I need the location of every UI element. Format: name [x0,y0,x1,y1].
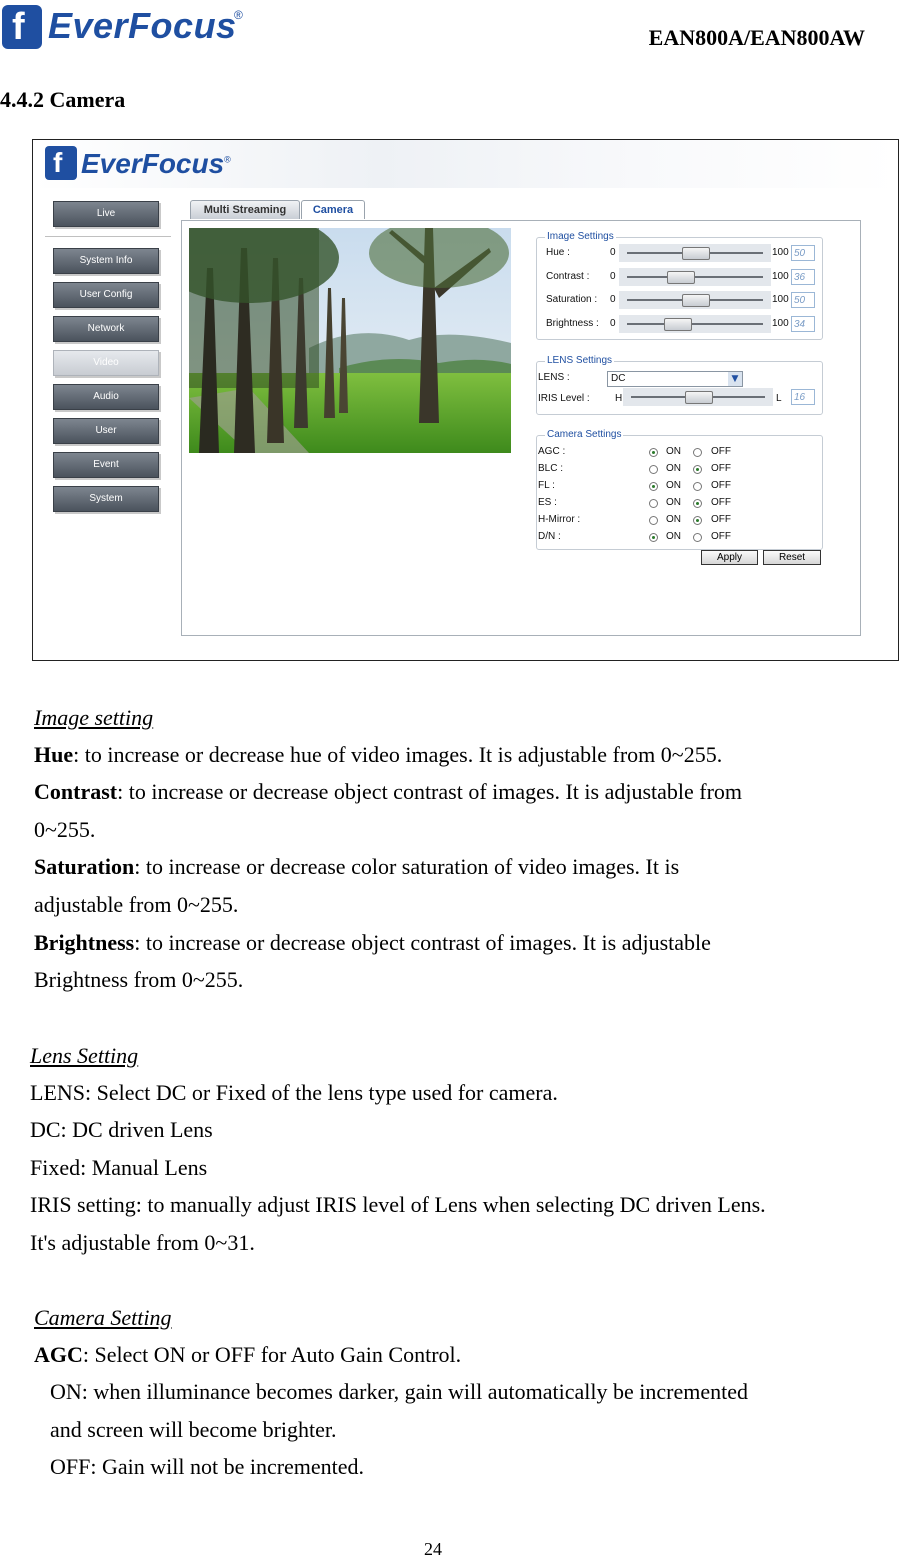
radio-off[interactable] [693,465,702,474]
slider-min-label: 0 [610,270,616,282]
radio-off-label: OFF [711,514,731,525]
iris-h-label: H [615,393,623,404]
image-setting-value-input[interactable]: 50 [791,292,815,308]
iris-range-line: It's adjustable from 0~31. [30,1230,255,1255]
image-setting-label: Hue : [546,247,570,258]
image-setting-value-input[interactable]: 50 [791,245,815,261]
radio-off[interactable] [693,533,702,542]
radio-on-label: ON [666,463,681,474]
saturation-description-cont: adjustable from 0~255. [34,892,239,917]
iris-level-slider[interactable] [623,388,773,406]
screenshot-logo-text: EverFocus® [81,148,231,179]
live-video-preview [189,228,511,453]
radio-off-label: OFF [711,446,731,457]
radio-on[interactable] [649,465,658,474]
camera-setting-label: AGC : [538,446,566,457]
radio-off-label: OFF [711,463,731,474]
agc-description: AGC: Select ON or OFF for Auto Gain Control. [34,1342,462,1367]
slider-thumb[interactable] [682,294,710,307]
radio-on-label: ON [666,497,681,508]
slider-thumb[interactable] [682,247,710,260]
chevron-down-icon[interactable]: ▼ [728,372,742,386]
lens-settings-title: LENS Settings [547,355,613,366]
contrast-description-cont: 0~255. [34,817,96,842]
radio-off[interactable] [693,516,702,525]
hue-description: Hue: to increase or decrease hue of video images. It is adjustable from 0~255. [34,742,723,767]
iris-l-label: L [776,393,782,404]
slider-thumb[interactable] [664,318,692,331]
camera-setting-heading: Camera Setting [34,1305,172,1330]
slider-max-label: 100 [772,247,789,258]
saturation-description: Saturation: to increase or decrease color saturation of video images. It is [34,854,680,879]
lens-dc-line: DC: DC driven Lens [30,1117,213,1142]
image-setting-value-input[interactable]: 34 [791,316,815,332]
radio-off-label: OFF [711,531,731,542]
park-scene-image [189,228,511,453]
image-setting-label: Saturation : [546,294,598,305]
tab-multi-streaming[interactable]: Multi Streaming [190,200,300,219]
nav-audio-button[interactable]: Audio [53,384,159,410]
model-title: EAN800A/EAN800AW [648,25,865,50]
slider-thumb[interactable] [667,271,695,284]
apply-button[interactable]: Apply [701,550,758,565]
image-setting-slider[interactable] [619,268,771,286]
agc-on-line-cont: and screen will become brighter. [50,1417,337,1442]
slider-min-label: 0 [610,294,616,305]
nav-user-config-button[interactable]: User Config [53,282,159,308]
radio-on-label: ON [666,480,681,491]
image-setting-slider[interactable] [619,315,771,333]
camera-setting-label: FL : [538,480,555,491]
agc-on-line: ON: when illuminance becomes darker, gain will automatically be incremented [50,1379,748,1404]
image-setting-heading: Image setting [34,705,154,730]
camera-setting-label: BLC : [538,463,564,474]
radio-on-label: ON [666,514,681,525]
image-setting-slider[interactable] [619,244,771,262]
camera-settings-title: Camera Settings [547,429,622,440]
iris-setting-line: IRIS setting: to manually adjust IRIS level of Lens when selecting DC driven Lens. [30,1192,766,1217]
image-setting-value-input[interactable]: 36 [791,269,815,285]
lens-line: LENS: Select DC or Fixed of the lens type used for camera. [30,1080,558,1105]
camera-settings-screenshot [32,139,899,661]
lens-select-value: DC [611,373,626,384]
radio-on[interactable] [649,533,658,542]
image-setting-label: Brightness : [546,317,599,329]
nav-live-button[interactable]: Live [53,201,159,227]
lens-fixed-line: Fixed: Manual Lens [30,1155,208,1180]
image-settings-title: Image Settings [547,231,614,242]
radio-off-label: OFF [711,480,731,491]
slider-min-label: 0 [610,317,616,329]
radio-off[interactable] [693,448,702,457]
reset-button[interactable]: Reset [763,550,821,565]
tab-camera[interactable]: Camera [301,200,365,219]
everfocus-logo [0,2,250,50]
section-heading: 4.4.2 Camera [0,87,126,112]
radio-on[interactable] [649,448,658,457]
contrast-description: Contrast: to increase or decrease object contrast of images. It is adjustable from [34,779,743,804]
nav-system-info-button[interactable]: System Info [53,248,159,274]
iris-level-label: IRIS Level : [538,393,590,404]
camera-setting-label: D/N : [538,531,561,542]
slider-min-label: 0 [610,247,616,258]
brightness-description-cont: Brightness from 0~255. [34,967,244,992]
agc-off-line: OFF: Gain will not be incremented. [50,1454,365,1479]
lens-label: LENS : [538,372,570,383]
nav-user-button[interactable]: User [53,418,159,444]
nav-system-button[interactable]: System [53,486,159,512]
radio-on-label: ON [666,531,681,542]
camera-setting-label: ES : [538,497,557,508]
radio-on[interactable] [649,499,658,508]
iris-slider-thumb[interactable] [685,391,713,404]
radio-on[interactable] [649,482,658,491]
radio-on-label: ON [666,446,681,457]
lens-select[interactable] [607,371,743,387]
nav-event-button[interactable]: Event [53,452,159,478]
camera-setting-label: H-Mirror : [538,514,581,525]
logo-text: EverFocus [48,5,237,46]
logo-registered-mark: ® [234,8,243,22]
lens-setting-heading: Lens Setting [30,1043,139,1068]
page-number: 24 [424,1539,442,1559]
iris-value-input[interactable]: 16 [791,389,815,405]
slider-max-label: 100 [772,294,789,305]
radio-off[interactable] [693,482,702,491]
nav-divider [45,236,171,237]
slider-max-label: 100 [772,317,789,329]
slider-max-label: 100 [772,270,789,282]
radio-on[interactable] [649,516,658,525]
image-setting-label: Contrast : [546,270,590,282]
screenshot-logo-mark-icon: f [45,146,77,180]
nav-video-button[interactable]: Video [53,350,159,376]
radio-off-label: OFF [711,497,731,508]
image-setting-slider[interactable] [619,291,771,309]
logo-mark-icon: f [2,5,42,49]
nav-network-button[interactable]: Network [53,316,159,342]
radio-off[interactable] [693,499,702,508]
brightness-description: Brightness: to increase or decrease object contrast of images. It is adjustable [34,930,711,955]
